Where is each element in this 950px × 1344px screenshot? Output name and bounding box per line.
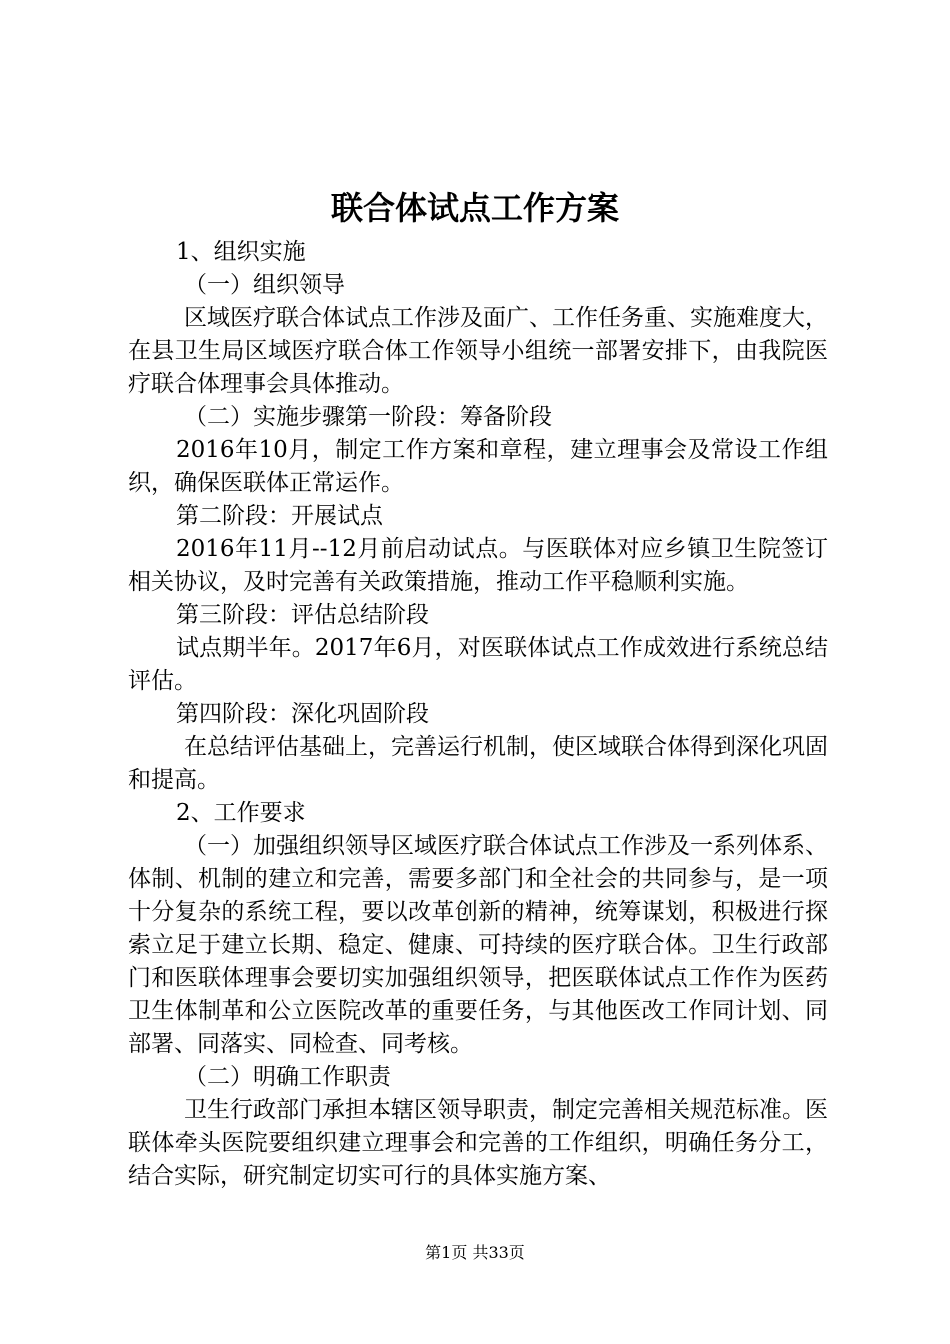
subsection-heading: （二）实施步骤第一阶段：筹备阶段 xyxy=(184,404,552,430)
section-heading-1: 1、组织实施 xyxy=(176,239,306,265)
document-title: 联合体试点工作方案 xyxy=(330,189,619,227)
body-paragraph: 卫生行政部门承担本辖区领导职责，制定完善相关规范标准。医联体牵头医院要组织建立理事会和完善的工作组织，明确任务分工，结合实际，研究制定切实可行的具体实施方案、 xyxy=(128,1097,828,1189)
stage-heading: 第四阶段：深化巩固阶段 xyxy=(176,701,429,727)
page-number-footer: 第1页 共33页 xyxy=(425,1243,525,1262)
stage-heading: 第三阶段：评估总结阶段 xyxy=(176,602,429,628)
body-paragraph: 2016年11月--12月前启动试点。与医联体对应乡镇卫生院签订相关协议，及时完善有关政策措施，推动工作平稳顺利实施。 xyxy=(128,536,828,595)
stage-heading: 第二阶段：开展试点 xyxy=(176,503,383,529)
body-paragraph: 在总结评估基础上，完善运行机制，使区域联合体得到深化巩固和提高。 xyxy=(128,734,828,793)
document-body xyxy=(128,236,828,1193)
subsection-heading: （一）组织领导 xyxy=(184,272,345,298)
subsection-heading: （二）明确工作职责 xyxy=(184,1064,391,1090)
body-paragraph: 试点期半年。2017年6月，对医联体试点工作成效进行系统总结评估。 xyxy=(128,635,828,694)
body-paragraph: 2016年10月，制定工作方案和章程，建立理事会及常设工作组织，确保医联体正常运作。 xyxy=(128,437,828,496)
section-heading-2: 2、工作要求 xyxy=(176,800,306,826)
body-paragraph: 区域医疗联合体试点工作涉及面广、工作任务重、实施难度大，在县卫生局区域医疗联合体工作领导小组统一部署安排下，由我院医疗联合体理事会具体推动。 xyxy=(128,305,828,397)
body-paragraph: （一）加强组织领导区域医疗联合体试点工作涉及一系列体系、体制、机制的建立和完善，需要多部门和全社会的共同参与，是一项十分复杂的系统工程，要以改革创新的精神，统筹谋划，积极进行探索立足于建立长期、稳定、健康、可持续的医疗联合体。卫生行政部门和医联体理事会要切实加强组织领导，把医联体试点工作作为医药卫生体制革和公立医院改革的重要任务，与其他医改工作同计划、同部署、同落实、同检查、同考核。 xyxy=(128,833,828,1057)
